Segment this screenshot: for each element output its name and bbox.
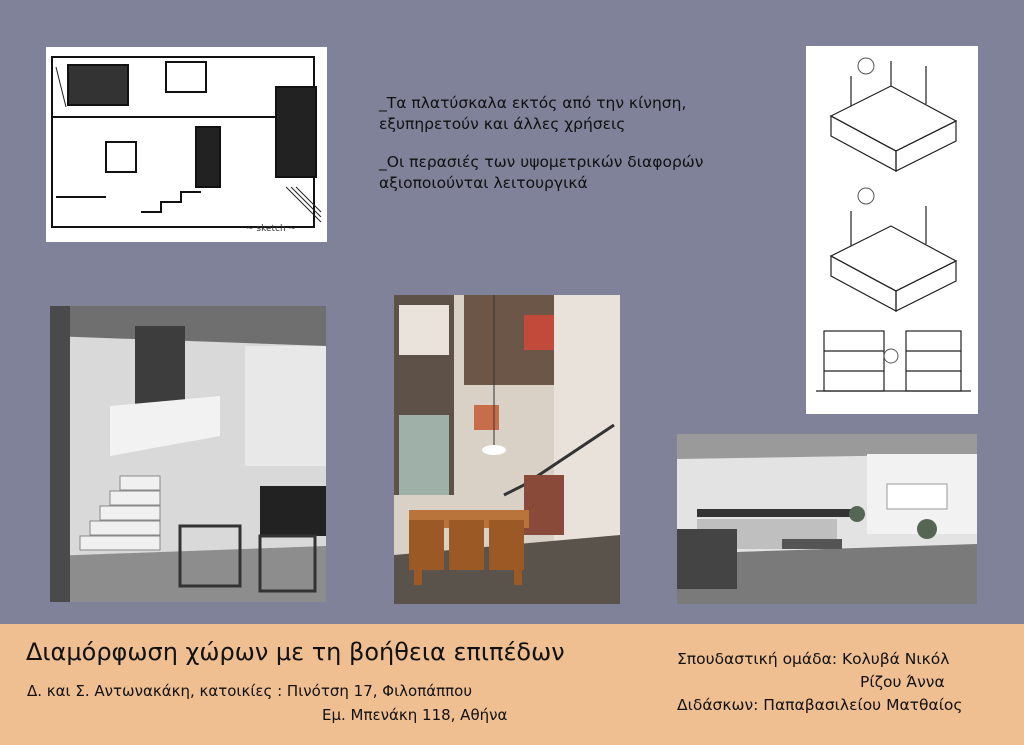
- footer-panel: [0, 624, 1024, 745]
- student-team-label: Σπουδαστική ομάδα: Κολυβά Νικόλ: [677, 650, 950, 668]
- sketch-section-image: [46, 47, 327, 242]
- notes-text-block: [379, 93, 779, 211]
- dining-room-photo: [394, 295, 620, 604]
- note-line-2: εξυπηρετούν και άλλες χρήσεις: [379, 115, 626, 133]
- subtitle-line-2: Εμ. Μπενάκη 118, Αθήνα: [322, 706, 508, 724]
- living-room-photo: [677, 434, 977, 604]
- staircase-interior-photo: [50, 306, 326, 602]
- axonometric-drawings-image: [806, 46, 978, 414]
- note-line-4: αξιοποιούνται λειτουργικά: [379, 174, 588, 192]
- note-line-3: _Οι περασιές των υψομετρικών διαφορών: [379, 153, 704, 171]
- subtitle-line-1: Δ. και Σ. Αντωνακάκη, κατοικίες : Πινότση 17, Φιλοπάππου: [27, 682, 473, 700]
- page-title: Διαμόρφωση χώρων με τη βοήθεια επιπέδων: [26, 638, 565, 666]
- note-line-1: _Τα πλατύσκαλα εκτός από την κίνηση,: [379, 94, 687, 112]
- svg-text:~ sketch ~: ~ sketch ~: [246, 224, 297, 234]
- instructor-label: Διδάσκων: Παπαβασιλείου Ματθαίος: [677, 696, 963, 714]
- student-team-member: Ρίζου Άννα: [860, 673, 945, 691]
